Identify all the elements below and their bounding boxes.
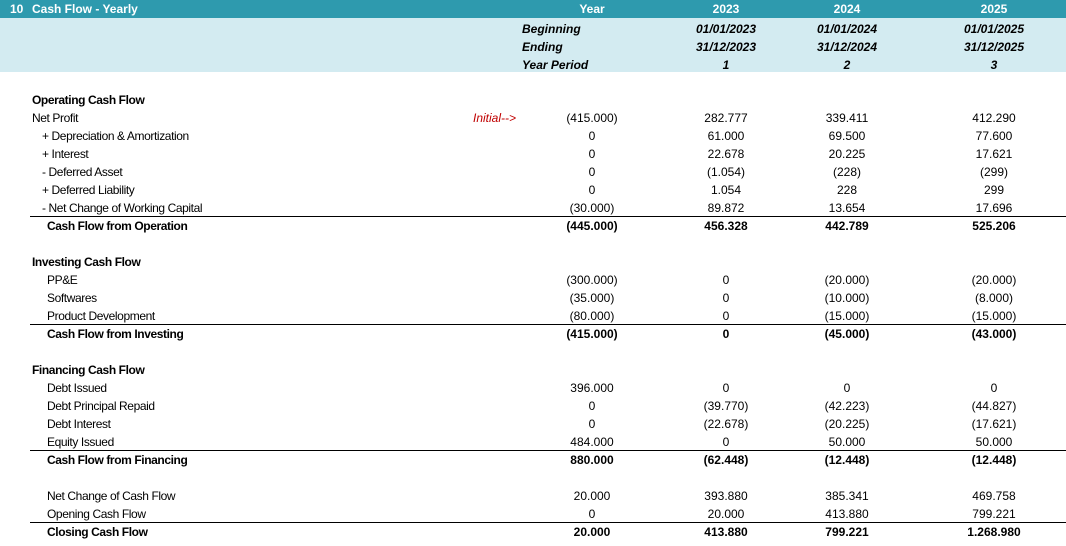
row-label: PP&E (47, 273, 78, 287)
value-2025: (15.000) (971, 309, 1017, 323)
ending-2025: 31/12/2025 (963, 40, 1025, 54)
value-2023: 61.000 (707, 129, 745, 143)
total-label: Closing Cash Flow (47, 525, 148, 539)
total-2024: (45.000) (824, 327, 870, 341)
ending-label: Ending (522, 40, 563, 54)
value-2024: 339.411 (825, 111, 869, 125)
value-2024: (20.225) (824, 417, 870, 431)
value-2025: 799.221 (972, 507, 1016, 521)
total-initial: 880.000 (570, 453, 614, 467)
initial-value: 0 (588, 147, 596, 161)
financing-section-title: Financing Cash Flow (32, 363, 145, 377)
row-label: Softwares (47, 291, 97, 305)
total-2023: 456.328 (704, 219, 748, 233)
row-label: + Depreciation & Amortization (42, 129, 189, 143)
value-2025: (299) (979, 165, 1008, 179)
value-2025: 17.621 (975, 147, 1013, 161)
total-label: Cash Flow from Operation (47, 219, 188, 233)
value-2023: 393.880 (704, 489, 748, 503)
value-2025: 17.696 (975, 201, 1013, 215)
total-2025: 1.268.980 (967, 525, 1021, 539)
value-2023: 0 (722, 273, 730, 287)
row-label: Equity Issued (47, 435, 114, 449)
title-bar (0, 0, 1066, 18)
total-2023: 413.880 (704, 525, 748, 539)
value-2025: (20.000) (971, 273, 1017, 287)
value-2024: 20.225 (828, 147, 866, 161)
row-label: Net Change of Cash Flow (47, 489, 176, 503)
value-2024: (228) (832, 165, 861, 179)
total-2025: 525.206 (972, 219, 1016, 233)
value-2025: 77.600 (975, 129, 1013, 143)
value-2025: 50.000 (975, 435, 1013, 449)
initial-value: 0 (588, 129, 596, 143)
total-2025: (12.448) (971, 453, 1017, 467)
value-2023: 0 (722, 291, 730, 305)
year-2024: 2024 (833, 2, 861, 16)
value-2025: 412.290 (972, 111, 1016, 125)
beginning-2023: 01/01/2023 (695, 22, 757, 36)
initial-value: (80.000) (569, 309, 615, 323)
initial-value: (30.000) (569, 201, 615, 215)
value-2024: (42.223) (824, 399, 870, 413)
period-2025: 3 (990, 58, 998, 72)
row-label: Debt Interest (47, 417, 111, 431)
row-label: Product Development (47, 309, 155, 323)
initial-marker: Initial--> (473, 111, 517, 125)
initial-value: 0 (588, 183, 596, 197)
beginning-2025: 01/01/2025 (963, 22, 1025, 36)
value-2024: 385.341 (825, 489, 869, 503)
initial-value: 0 (588, 507, 596, 521)
operating-section-title: Operating Cash Flow (32, 93, 145, 107)
initial-value: (35.000) (569, 291, 615, 305)
value-2025: (17.621) (971, 417, 1017, 431)
value-2023: 282.777 (704, 111, 748, 125)
value-2023: 22.678 (707, 147, 745, 161)
total-initial: 20.000 (573, 525, 611, 539)
row-label: Debt Principal Repaid (47, 399, 155, 413)
value-2024: (20.000) (824, 273, 870, 287)
value-2023: 1.054 (710, 183, 742, 197)
initial-value: (300.000) (566, 273, 618, 287)
investing-section-title: Investing Cash Flow (32, 255, 141, 269)
initial-value: 0 (588, 165, 596, 179)
total-2025: (43.000) (971, 327, 1017, 341)
initial-value: (415.000) (566, 111, 618, 125)
value-2024: (15.000) (824, 309, 870, 323)
row-label: Debt Issued (47, 381, 107, 395)
row-label: Opening Cash Flow (47, 507, 146, 521)
total-initial: (445.000) (566, 219, 618, 233)
value-2024: 50.000 (828, 435, 866, 449)
year-2023: 2023 (712, 2, 740, 16)
row-label: - Deferred Asset (42, 165, 123, 179)
value-2024: 13.654 (828, 201, 866, 215)
section-number: 10 (10, 2, 24, 16)
total-2023: (62.448) (703, 453, 749, 467)
beginning-label: Beginning (522, 22, 581, 36)
period-2024: 2 (843, 58, 851, 72)
value-2025: 0 (990, 381, 998, 395)
value-2023: (22.678) (703, 417, 749, 431)
value-2023: (1.054) (706, 165, 746, 179)
beginning-2024: 01/01/2024 (816, 22, 878, 36)
value-2024: 69.500 (828, 129, 866, 143)
value-2024: 228 (836, 183, 858, 197)
total-2023: 0 (722, 327, 730, 341)
row-label: - Net Change of Working Capital (42, 201, 203, 215)
ending-2023: 31/12/2023 (695, 40, 757, 54)
year-2025: 2025 (980, 2, 1008, 16)
initial-value: 20.000 (573, 489, 611, 503)
value-2024: 413.880 (825, 507, 869, 521)
sheet-title: Cash Flow - Yearly (32, 2, 138, 16)
total-2024: 442.789 (825, 219, 869, 233)
total-label: Cash Flow from Financing (47, 453, 188, 467)
value-2023: 89.872 (707, 201, 745, 215)
total-initial: (415.000) (566, 327, 618, 341)
initial-value: 396.000 (570, 381, 614, 395)
ending-2024: 31/12/2024 (816, 40, 878, 54)
value-2025: 299 (983, 183, 1005, 197)
value-2023: (39.770) (703, 399, 749, 413)
total-label: Cash Flow from Investing (47, 327, 184, 341)
value-2023: 20.000 (707, 507, 745, 521)
value-2023: 0 (722, 435, 730, 449)
value-2025: (8.000) (974, 291, 1014, 305)
initial-value: 484.000 (570, 435, 614, 449)
value-2023: 0 (722, 309, 730, 323)
year-period-label: Year Period (522, 58, 589, 72)
value-2024: 0 (843, 381, 851, 395)
row-label: + Interest (42, 147, 89, 161)
row-label: + Deferred Liability (42, 183, 135, 197)
value-2025: (44.827) (971, 399, 1017, 413)
year-label: Year (579, 2, 605, 16)
initial-value: 0 (588, 399, 596, 413)
value-2024: (10.000) (824, 291, 870, 305)
total-2024: (12.448) (824, 453, 870, 467)
total-2024: 799.221 (825, 525, 869, 539)
value-2025: 469.758 (972, 489, 1016, 503)
period-2023: 1 (722, 58, 730, 72)
value-2023: 0 (722, 381, 730, 395)
row-label: Net Profit (32, 111, 79, 125)
initial-value: 0 (588, 417, 596, 431)
